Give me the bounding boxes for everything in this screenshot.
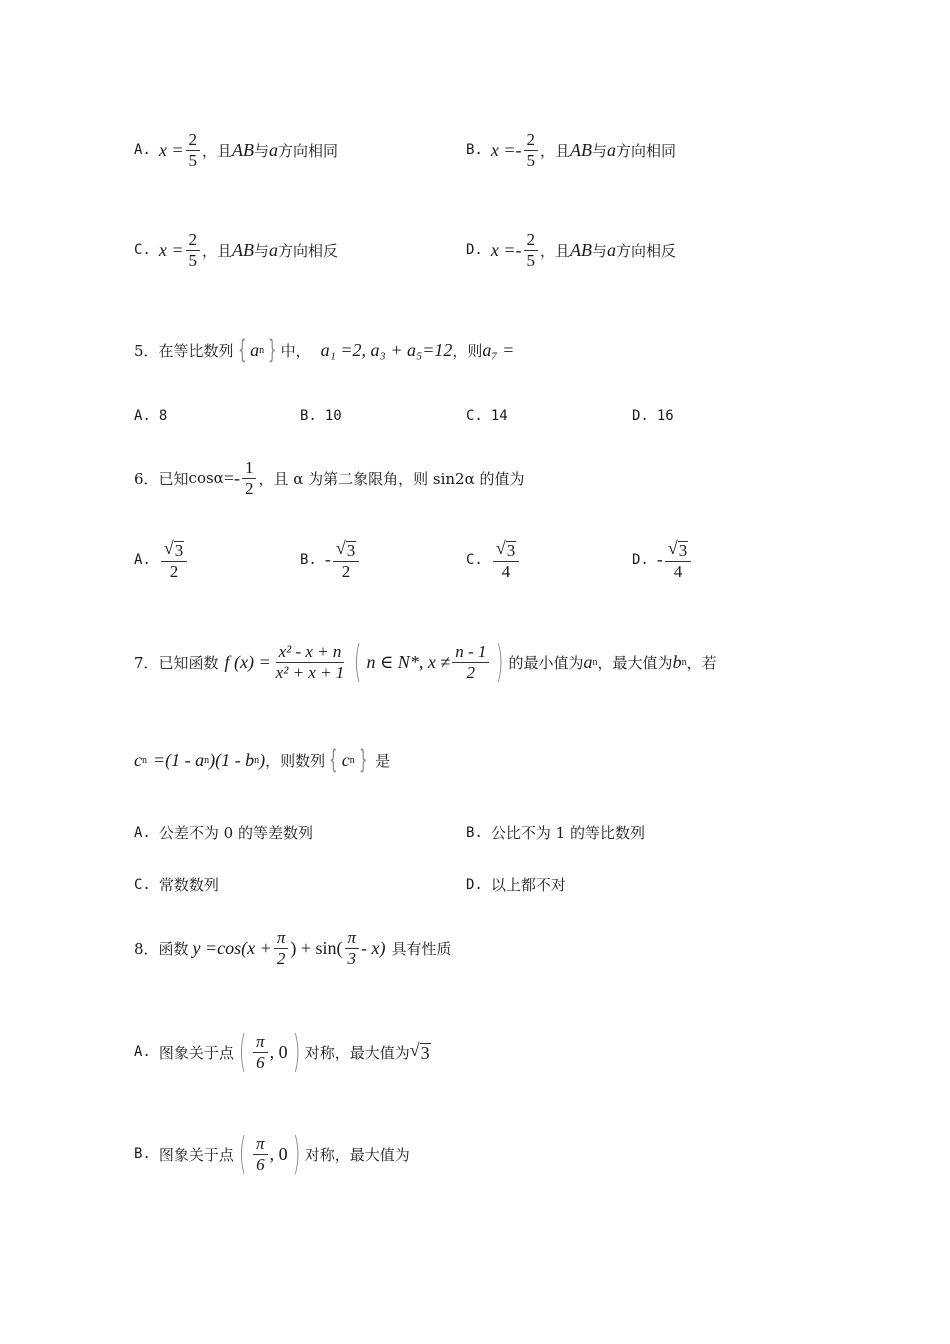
fraction: $\frac{\text{x² - x + n}}{\text{x² + x + 1}}$ (275, 641, 345, 682)
q5-option-d: D. 16 (632, 408, 674, 424)
q4-option-c: C. x = $\frac{2}{5}$ ，且 AB 与 a 方向相反 (134, 230, 339, 270)
q7-option-b: B. 公比不为 1 的等比数列 (466, 824, 645, 842)
q4-option-b: B. x =- $\frac{2}{5}$ ，且 AB 与 a 方向相同 (466, 130, 677, 170)
sqrt: √ 3 (409, 1040, 430, 1064)
fraction: $\frac{2}{5}$ (186, 130, 201, 170)
q7-option-d: D. 以上都不对 (466, 876, 566, 894)
q5-option-b: B. 10 (300, 408, 342, 424)
math-lhs: x =- (490, 139, 522, 160)
option-label: C. (134, 242, 151, 259)
q4-option-a: A. x = $\frac{2}{5}$ ，且 AB 与 a 方向相同 (134, 130, 339, 170)
q7-option-a: A. 公差不为 0 的等差数列 (134, 824, 313, 842)
math-lhs: x =- (490, 239, 522, 260)
q6-option-b: B. - √ 3 2 (300, 538, 361, 581)
q7-option-c: C. 常数数列 (134, 876, 219, 894)
q6-option-c: C. √ 3 4 (466, 538, 521, 581)
q4-option-d: D. x =- $\frac{2}{5}$ ，且 AB 与 a 方向相反 (466, 230, 677, 270)
q8-option-a: A. 图象关于点 ( $\frac{\pi}{6}$ , 0 ) 对称，最大值为 √ 3 (134, 1026, 430, 1077)
fraction: $\frac{2}{5}$ (186, 230, 201, 270)
q5-stem: 5．在等比数列 { a n } 中， a₁ =2, a₃ + a₅=12 ，则 a₇ = (134, 335, 515, 365)
vector: AB (570, 139, 593, 160)
fraction: $\frac{2}{5}$ (524, 230, 539, 270)
option-label: B. (466, 142, 483, 159)
vector: AB (232, 239, 255, 260)
fraction: $\frac{1}{2}$ (242, 458, 257, 498)
q6-option-d: D. - √ 3 4 (632, 538, 693, 581)
option-label: A. (134, 142, 151, 159)
vector: AB (232, 139, 255, 160)
condition: a₁ =2, a₃ + a₅=12 (320, 339, 453, 360)
q7-stem-line2: c n =(1 - a n )(1 - b n ) ，则数列 { c n } 是 (134, 745, 391, 775)
vector: AB (570, 239, 593, 260)
q6-stem: 6．已知 cosα =- $\frac{1}{2}$ ，且 α 为第二象限角，则 sin2α 的值为 (134, 458, 525, 498)
q5-option-a: A. 8 (134, 408, 168, 424)
q7-stem: 7．已知函数 f (x) = $\frac{\text{x² - x + n}}{\text{x² + x + 1}}$ ( n ∈ N*, x ≠ $\frac{n - 1}{2}$ ) 的最小值为 a n ，最大值为 b n ，若 (134, 636, 717, 687)
fraction: $\frac{2}{5}$ (524, 130, 539, 170)
q6-option-a: A. √ 3 2 (134, 538, 189, 581)
q8-option-b: B. 图象关于点 ( $\frac{\pi}{6}$ , 0 ) 对称，最大值为 (134, 1128, 410, 1179)
option-label: D. (466, 242, 483, 259)
math-lhs: x = (158, 239, 184, 260)
math-lhs: x = (158, 139, 184, 160)
q5-option-c: C. 14 (466, 408, 508, 424)
q8-stem: 8．函数 y =cos(x + $\frac{\pi}{2}$ ) + sin( $\frac{\pi}{3}$ - x) 具有性质 (134, 928, 452, 968)
